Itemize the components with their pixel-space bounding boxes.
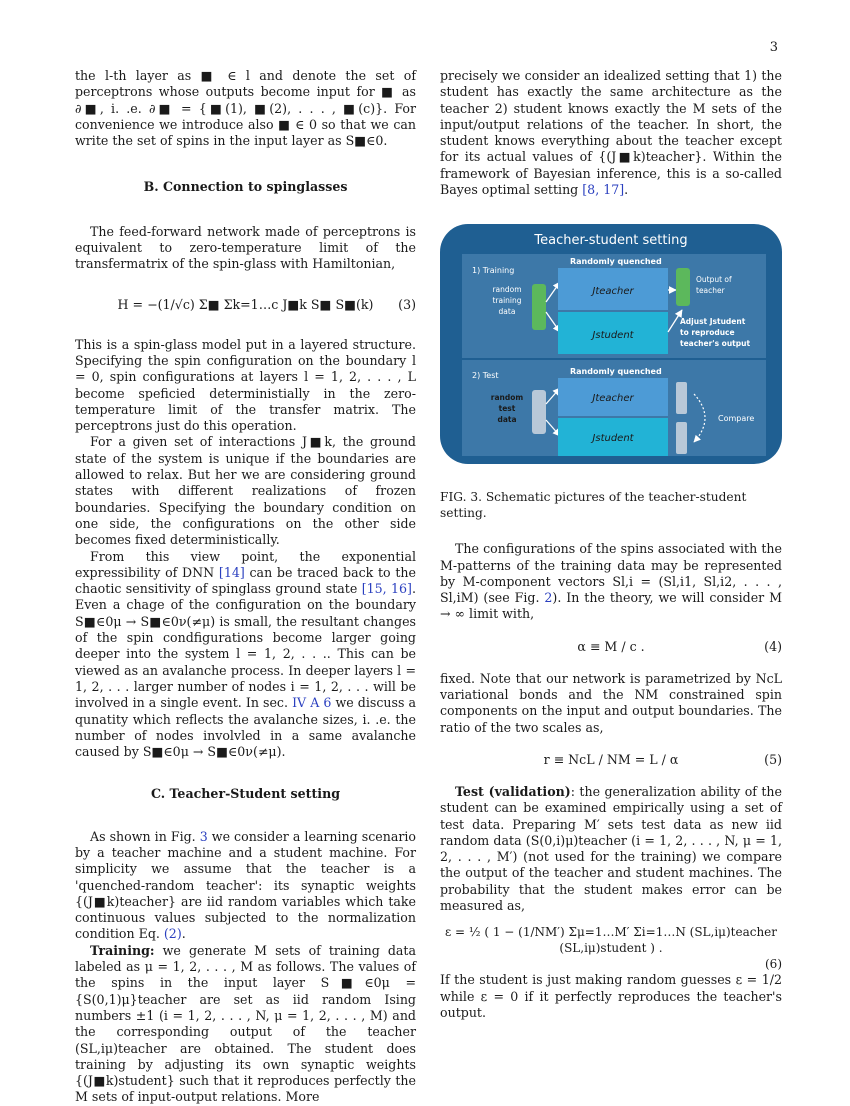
quenched-label-test: Randomly quenched [570,367,662,377]
teacher-output-block [676,268,690,306]
equation-6 [440,924,782,972]
j-student-test: Jstudent [592,433,634,445]
paragraph-b4-text-d: we discuss a qunatity which reflects the avalanche sizes, i. .e. the number of nodes involvled in a same avalanche caused by S■∈0μ → S■∈0ν(≠μ). [75,695,416,760]
figure-ref-2[interactable]: 2 [544,590,553,606]
teacher-test-output-block [676,382,687,414]
output-of-teacher-line2: teacher [696,286,725,296]
equation-ref-2[interactable]: (2) [163,926,182,942]
paragraph-b3: For a given set of interactions J■k, the ground state of the system is unique if the boundaries are allowed to relax. But her we are considering ground states with different realizations of frozen boundaries. Specifying the boundary condition on one side, the configurations on the other side becomes fixed deterministically. [75,434,416,548]
random-test-data-line3: data [497,415,517,425]
paragraph-b4-text-b: can be traced back to the chaotic sensitivity of spinglass ground state [75,564,416,597]
paragraph-r4 [440,784,782,914]
j-teacher-test: Jteacher [592,393,634,405]
test-data-block [532,390,546,434]
paragraph-r1-text-b: . [624,182,629,198]
right-column [440,68,782,1021]
citation-14[interactable]: [14] [218,564,245,580]
random-training-data-line1: random [492,285,522,295]
paragraph-c2 [75,943,416,1106]
paragraph-c1-text-c: . [181,926,186,942]
paragraph-r3: fixed. Note that our network is parametrized by NcL variational bonds and the NM constrained spin components on the input and output boundaries. The ratio of the two scales as, [440,670,782,735]
adjust-label-line3: teacher's output [680,339,751,349]
paragraph-c2-text: we generate M sets of training data labeled as μ = 1, 2, . . . , M as follows. The values of the spins in the input layer S■∈0μ = {S(0,1)μ}teacher are set as iid random Ising numbers ±1 (i = 1, 2, . . . , N, μ = 1, 2, . . . , M) and the corresponding output of the teacher (SL,iμ)teacher are obtained. The student does training by adjusting its own synaptic weights {(J■k)student} such that it reproduces perfectly the M sets of input-output relations. More [75,942,416,1105]
test-label: 2) Test [472,371,499,381]
equation-3-number: (3) [398,296,416,312]
quenched-label-training: Randomly quenched [570,257,662,267]
teacher-student-diagram [440,224,782,484]
equation-4-number: (4) [764,638,782,654]
figure-3 [440,224,782,521]
paragraph-r2-text-b: ). In the theory, we will consider M → ∞ limit with, [440,590,782,622]
citation-15-16[interactable]: [15, 16] [361,581,412,597]
student-test-output-block [676,422,687,454]
paragraph-b4-text-a: From this view point, the exponential expressibility of DNN [75,548,416,580]
equation-3-body: H = −(1/√c) Σ■ Σk=1…c J■k S■ S■(k) [117,296,374,312]
random-training-data-line2: training [492,296,522,306]
random-training-data-line3: data [498,307,516,317]
section-ref-iva6[interactable]: IV A 6 [292,695,332,711]
paragraph-r5: If the student is just making random guesses ε = 1/2 while ε = 0 if it perfectly reproduces the teacher's output. [440,972,782,1020]
j-student-training: Jstudent [592,330,634,342]
equation-3 [75,287,416,323]
equation-5-number: (5) [764,751,782,767]
paragraph-c1-text-b: we consider a learning scenario by a teacher machine and a student machine. For simplicity we assume that the teacher is a 'quenched-random teacher': its synaptic weights {(J■k)teacher} are iid random variables which take continuous values subjected to the normalization condition Eq. [75,828,416,942]
equation-6-body: ε = ½ ( 1 − (1/NM′) Σμ=1…M′ Σi=1…N (SL,iμ)teacher (SL,iμ)student ) . [444,925,778,956]
j-teacher-training: Jteacher [592,286,634,298]
left-column [75,68,416,1106]
equation-6-number: (6) [765,957,782,972]
test-validation-label: Test (validation) [455,783,571,799]
paragraph-b1: The feed-forward network made of perceptrons is equivalent to zero-temperature limit of the transfermatrix of the spin-glass with Hamiltonian, [75,223,416,272]
training-label: Training: [90,942,155,958]
paragraph-b2: This is a spin-glass model put in a layered structure. Specifying the spin configuration on the boundary l = 0, spin configurations at layers l = 1, 2, . . . , L become speficied deterministially in the zero-temperature limit of the transfer matrix. The perceptrons just do this operation. [75,336,416,434]
paragraph-r2 [440,541,782,622]
paragraph-r4-text: : the generalization ability of the student can be examined empirically using a set of test data. Preparing M′ sets test data as new iid random data (S(0,i)μ)teacher (i = 1, 2, . . . , N, μ = 1, 2, . . . , M′) (not used for the training) we compare the output of the teacher and student machines. The probability that the student makes error can be measured as, [440,783,782,914]
paragraph-r2-text-a: The configurations of the spins associated with the M-patterns of the training data may be represented by M-component vectors Sl,i = (Sl,i1, Sl,i2, . . . , Sl,iM) (see Fig. [440,541,782,606]
paragraph-b4 [75,549,416,761]
paragraph-c1 [75,829,416,943]
equation-5-body: r ≡ NcL / NM = L / α [543,751,679,767]
intro-paragraph: the l-th layer as ■ ∈ l and denote the set of perceptrons whose outputs become input for ■ as ∂■, i. .e. ∂■ = {■(1), ■(2), . . . , ■(c)}. For convenience we introduce also ■ ∈ 0 so that we can write the set of spins in the input layer as S■∈0. [75,68,416,149]
equation-4-body: α ≡ M / c . [577,638,645,654]
training-data-block [532,284,546,330]
training-label: 1) Training [472,266,515,276]
adjust-label-line2: to reproduce [680,328,735,338]
figure-3-caption: FIG. 3. Schematic pictures of the teacher-student setting. [440,489,747,520]
paragraph-b4-text-c: . Even a chage of the configuration on the boundary S■∈0μ → S■∈0ν(≠μ) is small, the resultant changes of the spin condfigurations become larger going deeper into the system l = 1, 2, . . .. This can be viewed as an avalanche process. In deeper layers l = 1, 2, . . . larger number of nodes i = 1, 2, . . . will be involved in a single event. In sec. [75,581,416,711]
paragraph-c1-text-a: As shown in Fig. [90,828,200,844]
paragraph-r1-text-a: precisely we consider an idealized setting that 1) the student has exactly the same architecture as the teacher 2) student knows exactly the M sets of the input/output relations of the teacher. In short, the student knows everything about the teacher except for its actual values of {(J■k)teacher}. Within the framework of Bayesian inference, this is a so-called Bayes optimal setting [440,68,782,198]
figure-ref-3[interactable]: 3 [199,828,208,844]
adjust-label-line1: Adjust Jstudent [680,317,746,327]
output-of-teacher-line1: Output of [696,275,732,285]
compare-label: Compare [718,414,755,424]
equation-4 [440,633,782,661]
equation-5 [440,746,782,774]
citation-8-17[interactable]: [8, 17] [582,182,625,198]
random-test-data-line2: test [498,404,516,414]
page-number: 3 [769,40,778,55]
diagram-title: Teacher-student setting [534,233,688,249]
paragraph-r1 [440,68,782,198]
section-heading-b: B. Connection to spinglasses [143,179,348,195]
section-heading-c: C. Teacher-Student setting [150,786,341,802]
random-test-data-line1: random [490,393,524,403]
